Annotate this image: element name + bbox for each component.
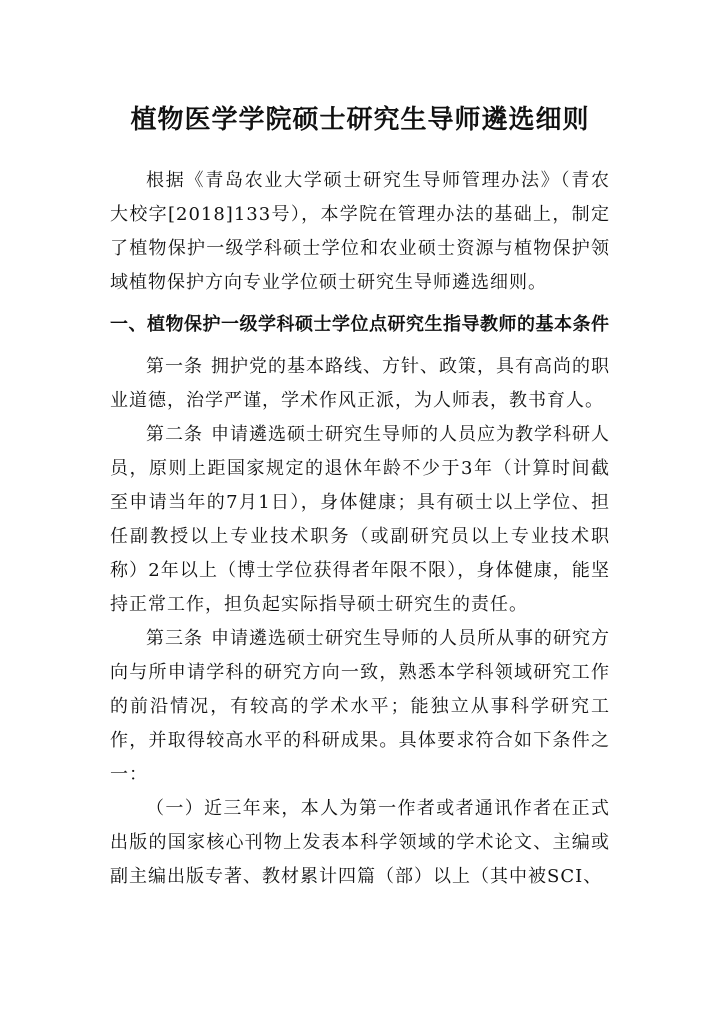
article-label: 第三条 — [146, 628, 203, 649]
document-page — [110, 100, 610, 894]
article-label: 第二条 — [146, 424, 203, 445]
section-heading: 一、植物保护一级学科硕士学位点研究生指导教师的基本条件 — [110, 314, 610, 335]
article-2 — [110, 418, 610, 622]
document-title: 植物医学学院硕士研究生导师遴选细则 — [130, 105, 590, 135]
article-text: 申请遴选硕士研究生导师的人员应为教学科研人员，原则上距国家规定的退休年龄不少于3年（计算时间截至申请当年的7月1日），身体健康；具有硕士以上学位、担任副教授以上专业技术职务（或副研究员以上专业技术职称）2年以上（博士学位获得者年限不限），身体健康，能坚持正常工作，担负起实际指导硕士研究生的责任。 — [110, 424, 610, 615]
article-label: 第一条 — [146, 356, 203, 377]
article-3 — [110, 622, 610, 792]
article-text: 申请遴选硕士研究生导师的人员所从事的研究方向与所申请学科的研究方向一致，熟悉本学科领域研究工作的前沿情况，有较高的学术水平；能独立从事科学研究工作，并取得较高水平的科研成果。具体要求符合如下条件之一： — [110, 628, 610, 785]
article-1 — [110, 350, 610, 418]
article-text: 拥护党的基本路线、方针、政策，具有高尚的职业道德，治学严谨，学术作风正派，为人师表，教书育人。 — [110, 356, 610, 411]
condition-1: （一）近三年来，本人为第一作者或者通讯作者在正式出版的国家核心刊物上发表本科学领域的学术论文、主编或副主编出版专著、教材累计四篇（部）以上（其中被SCI、 — [110, 798, 610, 887]
intro-paragraph: 根据《青岛农业大学硕士研究生导师管理办法》（青农大校字[2018]133号），本学院在管理办法的基础上，制定了植物保护一级学科硕士学位和农业硕士资源与植物保护领域植物保护方向专业学位硕士研究生导师遴选细则。 — [110, 170, 610, 293]
